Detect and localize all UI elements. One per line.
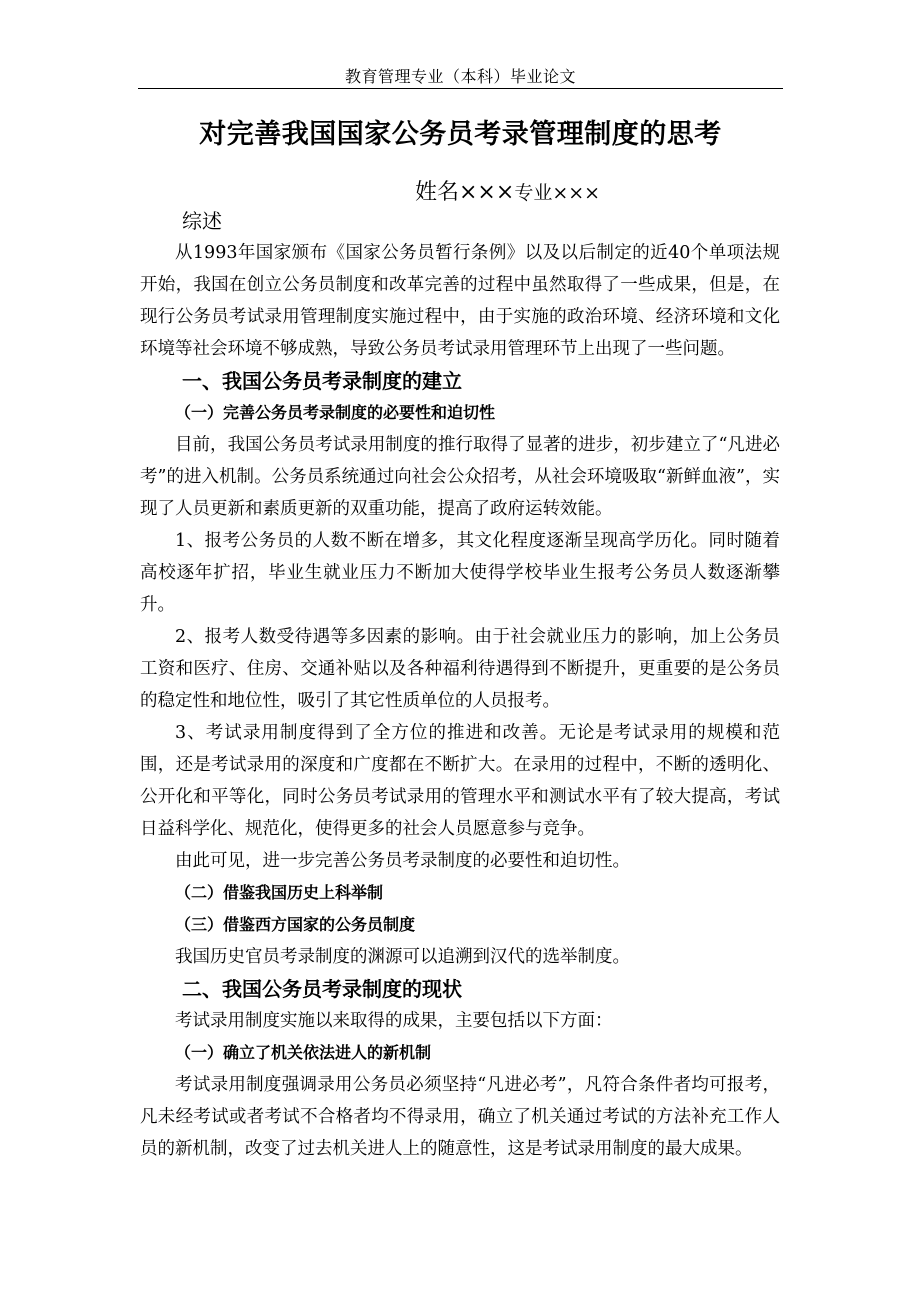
header-rule	[138, 88, 783, 89]
paragraph-1-4: 3、考试录用制度得到了全方位的推进和改善。无论是考试录用的规模和范围，还是考试录用的深度和广度都在不断扩大。在录用的过程中，不断的透明化、公开化和平等化，同时公务员考试录用的管理水平和测试水平有了较大提高，考试日益科学化、规范化，使得更多的社会人员愿意参与竞争。	[140, 723, 780, 839]
paragraph-intro: 从1993年国家颁布《国家公务员暂行条例》以及以后制定的近40个单项法规开始，我国在创立公务员制度和改革完善的过程中虽然取得了一些成果，但是，在现行公务员考试录用管理制度实施过程中，由于实施的政治环境、经济环境和文化环境等社会环境不够成熟，导致公务员考试录用管理环节上出现了一些问题。	[140, 243, 780, 359]
paragraph-1-3: 2、报考人数受待遇等多因素的影响。由于社会就业压力的影响，加上公务员工资和医疗、住房、交通补贴以及各种福利待遇得到不断提升，更重要的是公务员的稳定性和地位性，吸引了其它性质单位的人员报考。	[140, 627, 780, 711]
paragraph-1-6: 我国历史官员考录制度的渊源可以追溯到汉代的选举制度。	[175, 947, 630, 967]
subheading-1-3: （三）借鉴西方国家的公务员制度	[175, 915, 416, 934]
paragraph-2-2: 考试录用制度强调录用公务员必须坚持“凡进必考”，凡符合条件者均可报考，凡未经考试或者考试不合格者均不得录用，确立了机关通过考试的方法补充工作人员的新机制，改变了过去机关进人上的随意性，这是考试录用制度的最大成果。	[140, 1075, 780, 1159]
document-title: 对完善我国国家公务员考录管理制度的思考	[199, 119, 722, 150]
heading-section-1: 一、我国公务员考录制度的建立	[182, 369, 462, 393]
author-line	[415, 175, 600, 206]
section-heading-intro: 综述	[182, 209, 222, 233]
paragraph-2-1: 考试录用制度实施以来取得的成果，主要包括以下方面：	[175, 1011, 613, 1031]
paragraph-1-1: 目前，我国公务员考试录用制度的推行取得了显著的进步，初步建立了“凡进必考”的进入机制。公务员系统通过向社会公众招考，从社会环境吸取“新鲜血液”，实现了人员更新和素质更新的双重功能，提高了政府运转效能。	[140, 435, 780, 519]
document-body	[140, 205, 780, 1165]
author-name: 姓名×××	[415, 180, 515, 205]
heading-section-2: 二、我国公务员考录制度的现状	[182, 977, 462, 1001]
paragraph-1-2: 1、报考公务员的人数不断在增多，其文化程度逐渐呈现高学历化。同时随着高校逐年扩招，毕业生就业压力不断加大使得学校毕业生报考公务员人数逐渐攀升。	[140, 531, 780, 615]
author-major: 专业×××	[514, 182, 601, 204]
running-header: 教育管理专业（本科）毕业论文	[344, 67, 576, 86]
subheading-2-1: （一）确立了机关依法进人的新机制	[175, 1043, 432, 1062]
subheading-1-2: （二）借鉴我国历史上科举制	[175, 883, 384, 902]
subheading-1-1: （一）完善公务员考录制度的必要性和迫切性	[175, 403, 496, 422]
paragraph-1-5: 由此可见，进一步完善公务员考录制度的必要性和迫切性。	[175, 851, 630, 871]
